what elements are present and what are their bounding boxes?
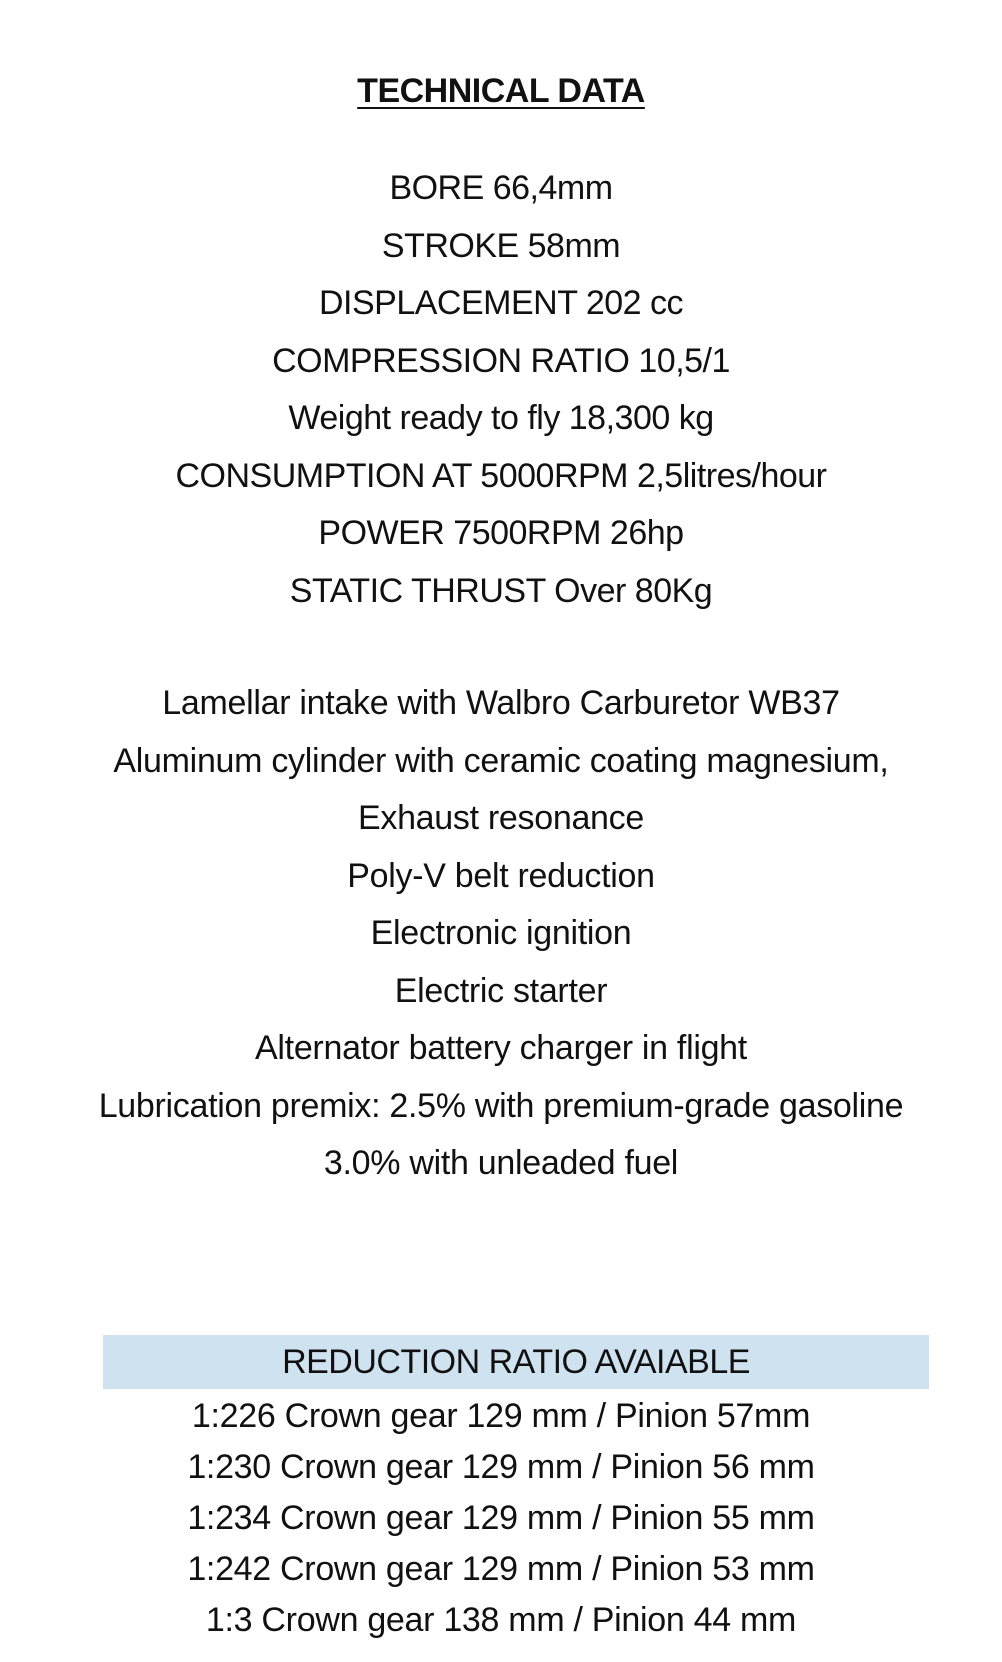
feature-ignition: Electronic ignition <box>370 914 632 952</box>
spec-consumption: CONSUMPTION AT 5000RPM 2,5litres/hour <box>175 456 827 495</box>
reduction-ratio-row: 1:226 Crown gear 129 mm / Pinion 57mm <box>191 1397 811 1435</box>
reduction-ratio-header: REDUCTION RATIO AVAIABLE <box>103 1335 929 1389</box>
reduction-ratio-row: 1:234 Crown gear 129 mm / Pinion 55 mm <box>187 1499 815 1537</box>
feature-intake: Lamellar intake with Walbro Carburetor WB37 <box>162 684 840 722</box>
feature-exhaust: Exhaust resonance <box>358 799 644 837</box>
reduction-ratio-row: 1:3 Crown gear 138 mm / Pinion 44 mm <box>205 1601 797 1639</box>
features-list <box>0 675 1002 1193</box>
feature-lubrication: Lubrication premix: 2.5% with premium-grade gasoline <box>98 1086 904 1125</box>
spec-compression-ratio: COMPRESSION RATIO 10,5/1 <box>272 341 730 380</box>
spec-weight: Weight ready to fly 18,300 kg <box>288 399 714 437</box>
feature-lubrication-unleaded: 3.0% with unleaded fuel <box>323 1144 679 1182</box>
reduction-ratio-row: 1:242 Crown gear 129 mm / Pinion 53 mm <box>187 1550 815 1588</box>
feature-cylinder: Aluminum cylinder with ceramic coating magnesium, <box>113 741 889 780</box>
feature-alternator: Alternator battery charger in flight <box>255 1029 747 1067</box>
spec-displacement: DISPLACEMENT 202 cc <box>318 284 683 322</box>
reduction-ratio-list <box>0 1391 1002 1646</box>
feature-belt-reduction: Poly-V belt reduction <box>347 856 655 895</box>
spec-stroke: STROKE 58mm <box>381 226 621 265</box>
spec-static-thrust: STATIC THRUST Over 80Kg <box>289 571 713 610</box>
feature-starter: Electric starter <box>394 971 608 1010</box>
spec-bore: BORE 66,4mm <box>389 169 613 207</box>
specs-list <box>0 160 1002 620</box>
spec-power: POWER 7500RPM 26hp <box>318 514 684 552</box>
reduction-ratio-row: 1:230 Crown gear 129 mm / Pinion 56 mm <box>187 1448 815 1486</box>
page-title: TECHNICAL DATA <box>357 72 645 110</box>
